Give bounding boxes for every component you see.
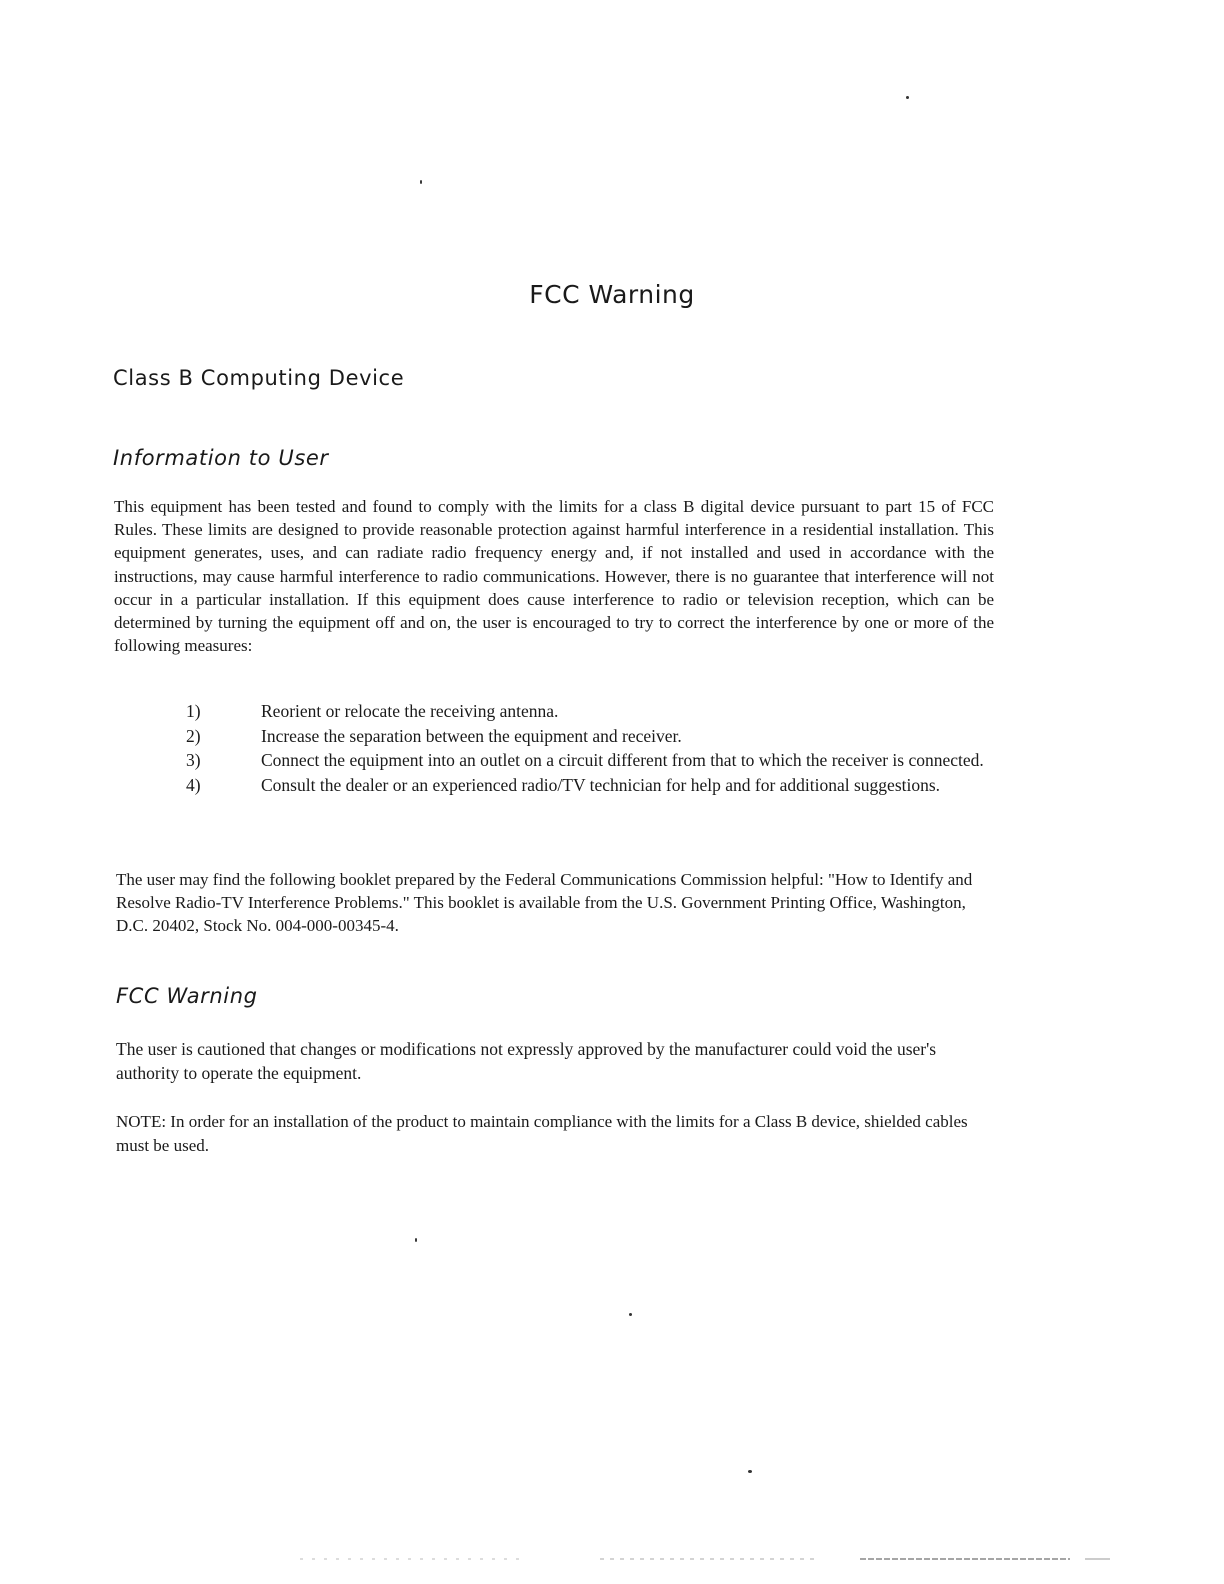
scan-speck <box>415 1238 417 1242</box>
list-item-text: Connect the equipment into an outlet on a circuit different from that to which the receiver is connected. <box>261 750 984 770</box>
warning-heading: FCC Warning <box>116 984 258 1008</box>
measures-list <box>186 700 996 798</box>
scan-speck <box>420 180 422 184</box>
intro-paragraph: This equipment has been tested and found to comply with the limits for a class B digital device pursuant to part 15 of FCC Rules. These limits are designed to provide reasonable protection against harmful interference in a residential installation. This equipment generates, uses, and can radiate radio frequency energy and, if not installed and used in accordance with the instructions, may cause harmful interference to radio communications. However, there is no guarantee that interference will not occur in a particular installation. If this equipment does cause interference to radio or television reception, which can be determined by turning the equipment off and on, the user is encouraged to try to correct the interference by one or more of the following measures: <box>114 497 994 656</box>
list-item-text: Consult the dealer or an experienced radio/TV technician for help and for additional suggestions. <box>261 774 941 795</box>
scan-speck <box>748 1470 752 1473</box>
list-item-text: Reorient or relocate the receiving antenna. <box>261 701 559 721</box>
caution-paragraph: The user is cautioned that changes or modifications not expressly approved by the manufacturer could void the user's authority to operate the equipment. <box>116 1039 937 1083</box>
list-item <box>186 774 996 798</box>
scan-speck <box>629 1313 632 1316</box>
note-paragraph: NOTE: In order for an installation of the product to maintain compliance with the limits for a Class B device, shielded cables must be used. <box>116 1112 968 1155</box>
page-title: FCC Warning <box>529 280 695 309</box>
scan-edge-noise <box>0 1556 1224 1562</box>
list-item-text: Increase the separation between the equipment and receiver. <box>261 725 682 746</box>
list-item-number: 3) <box>186 750 201 770</box>
section-heading: Class B Computing Device <box>113 366 405 390</box>
list-item <box>186 725 996 749</box>
list-item <box>186 700 996 724</box>
list-item-number: 4) <box>186 774 201 795</box>
scan-speck <box>906 96 909 99</box>
list-item <box>186 749 996 773</box>
subsection-heading: Information to User <box>113 446 329 470</box>
booklet-paragraph: The user may find the following booklet prepared by the Federal Communications Commission helpful: "How to Identify and Resolve Radio-TV Interference Problems." This booklet is available from the U.S. Government Printing Office, Washington, D.C. 20402, Stock No. 004-000-00345-4. <box>116 870 973 935</box>
list-item-number: 1) <box>186 701 201 721</box>
list-item-number: 2) <box>186 725 201 746</box>
